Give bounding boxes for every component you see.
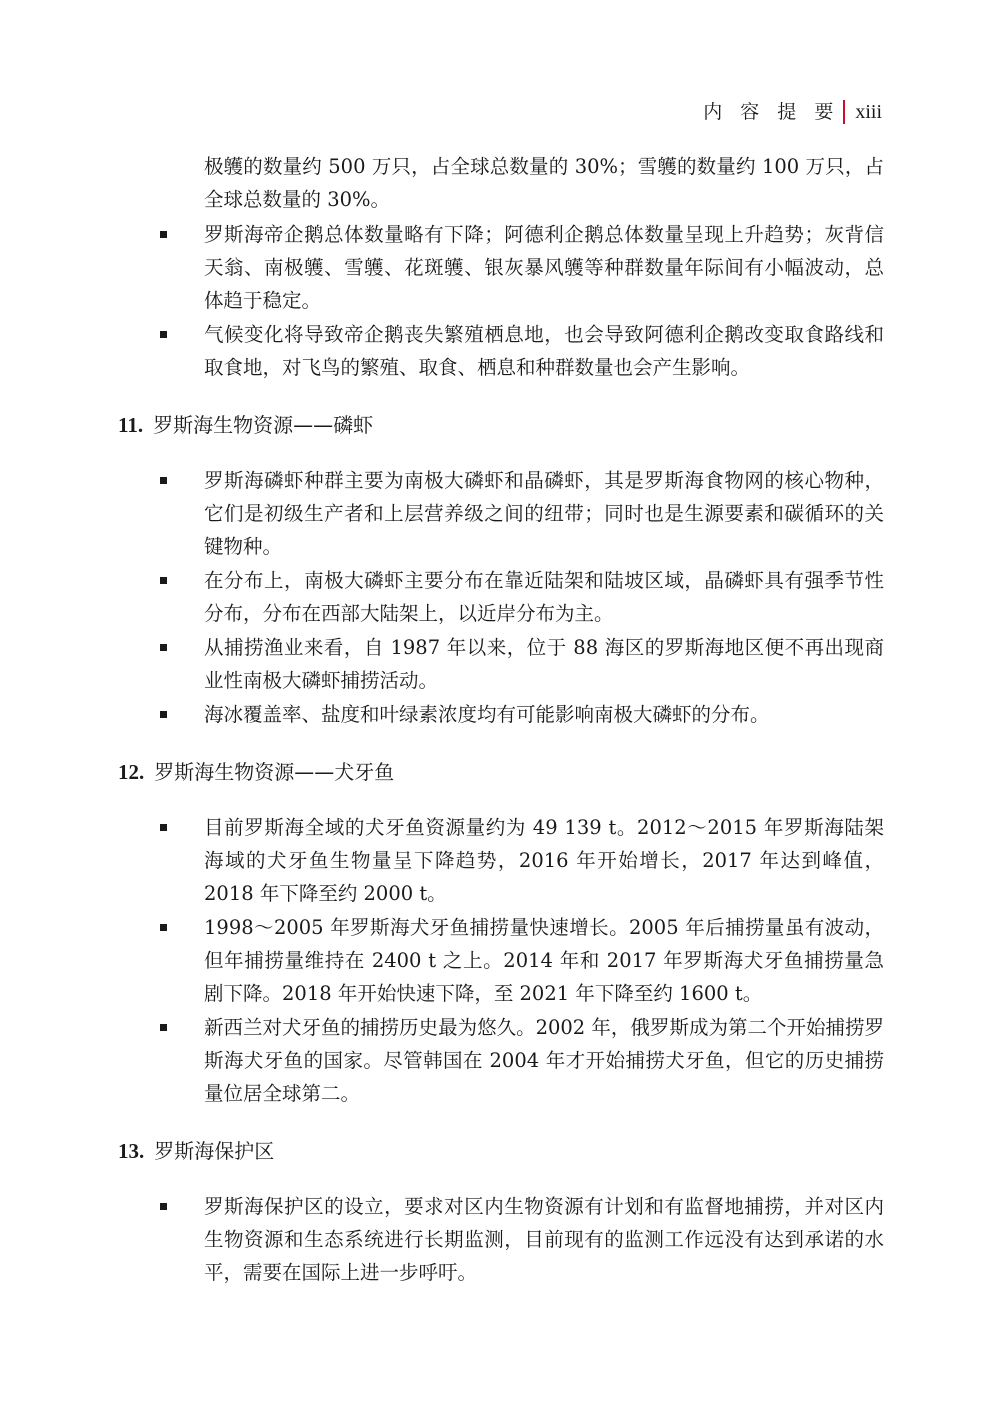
- list-item: [118, 811, 884, 910]
- page-number: xiii: [855, 101, 882, 123]
- bullet-square-icon: [160, 477, 167, 484]
- list-item: [118, 698, 884, 731]
- section-13-bullet-list: [118, 1190, 884, 1289]
- intro-continuation: 极鹱的数量约 500 万只，占全球总数量的 30%；雪鹱的数量约 100 万只，占全球总数量的 30%。: [204, 155, 884, 211]
- bullet-square-icon: [160, 924, 167, 931]
- bullet-square-icon: [160, 644, 167, 651]
- list-item: [118, 631, 884, 697]
- list-item-text: 1998～2005 年罗斯海犬牙鱼捕捞量快速增长。2005 年后捕捞量虽有波动，但年捕捞量维持在 2400 t 之上。2014 年和 2017 年罗斯海犬牙鱼捕捞量急剧下降。2018 年开始快速下降，至 2021 年下降至约 1600 t。: [204, 916, 884, 1005]
- page-body: [118, 150, 884, 1290]
- section-heading-12: [118, 757, 884, 787]
- bullet-square-icon: [160, 231, 167, 238]
- section-heading-13: [118, 1136, 884, 1166]
- bullet-square-icon: [160, 1203, 167, 1210]
- section-title: 罗斯海生物资源——磷虾: [153, 413, 374, 437]
- list-item-text: 罗斯海保护区的设立，要求对区内生物资源有计划和有监督地捕捞，并对区内生物资源和生态系统进行长期监测，目前现有的监测工作远没有达到承诺的水平，需要在国际上进一步呼吁。: [204, 1195, 884, 1284]
- header-title: 内 容 提 要: [703, 101, 840, 123]
- bullet-square-icon: [160, 331, 167, 338]
- list-item: [118, 564, 884, 630]
- section-11-bullet-list: [118, 464, 884, 731]
- running-header: [703, 98, 882, 126]
- section-title: 罗斯海生物资源——犬牙鱼: [154, 760, 395, 784]
- list-item-text: 罗斯海磷虾种群主要为南极大磷虾和晶磷虾，其是罗斯海食物网的核心物种，它们是初级生产者和上层营养级之间的纽带；同时也是生源要素和碳循环的关键物种。: [204, 469, 884, 558]
- list-item: [118, 218, 884, 317]
- list-item: [118, 464, 884, 563]
- bullet-square-icon: [160, 1024, 167, 1031]
- list-item-text: 新西兰对犬牙鱼的捕捞历史最为悠久。2002 年，俄罗斯成为第二个开始捕捞罗斯海犬牙鱼的国家。尽管韩国在 2004 年才开始捕捞犬牙鱼，但它的历史捕捞量位居全球第二。: [204, 1016, 884, 1105]
- intro-bullet-list: [118, 218, 884, 384]
- list-item-text: 气候变化将导致帝企鹅丧失繁殖栖息地，也会导致阿德利企鹅改变取食路线和取食地，对飞鸟的繁殖、取食、栖息和种群数量也会产生影响。: [204, 323, 884, 379]
- list-item: [118, 1011, 884, 1110]
- bullet-square-icon: [160, 824, 167, 831]
- header-divider: [843, 100, 845, 124]
- list-item: [118, 1190, 884, 1289]
- section-number: 12.: [118, 760, 145, 784]
- section-title: 罗斯海保护区: [154, 1139, 275, 1163]
- bullet-square-icon: [160, 711, 167, 718]
- list-item-text: 从捕捞渔业来看，自 1987 年以来，位于 88 海区的罗斯海地区便不再出现商业性南极大磷虾捕捞活动。: [204, 636, 884, 692]
- section-number: 13.: [118, 1139, 145, 1163]
- list-item-text: 海冰覆盖率、盐度和叶绿素浓度均有可能影响南极大磷虾的分布。: [204, 703, 770, 726]
- list-item: [118, 911, 884, 1010]
- section-number: 11.: [118, 413, 144, 437]
- list-item-text: 目前罗斯海全域的犬牙鱼资源量约为 49 139 t。2012～2015 年罗斯海陆架海域的犬牙鱼生物量呈下降趋势，2016 年开始增长，2017 年达到峰值，2018 年下降至约 2000 t。: [204, 816, 884, 905]
- list-item-text: 在分布上，南极大磷虾主要分布在靠近陆架和陆坡区域，晶磷虾具有强季节性分布，分布在西部大陆架上，以近岸分布为主。: [204, 569, 884, 625]
- section-12-bullet-list: [118, 811, 884, 1110]
- bullet-square-icon: [160, 577, 167, 584]
- section-heading-11: [118, 410, 884, 440]
- list-item-text: 罗斯海帝企鹅总体数量略有下降；阿德利企鹅总体数量呈现上升趋势；灰背信天翁、南极鹱、雪鹱、花斑鹱、银灰暴风鹱等种群数量年际间有小幅波动，总体趋于稳定。: [204, 223, 884, 312]
- list-item: [118, 318, 884, 384]
